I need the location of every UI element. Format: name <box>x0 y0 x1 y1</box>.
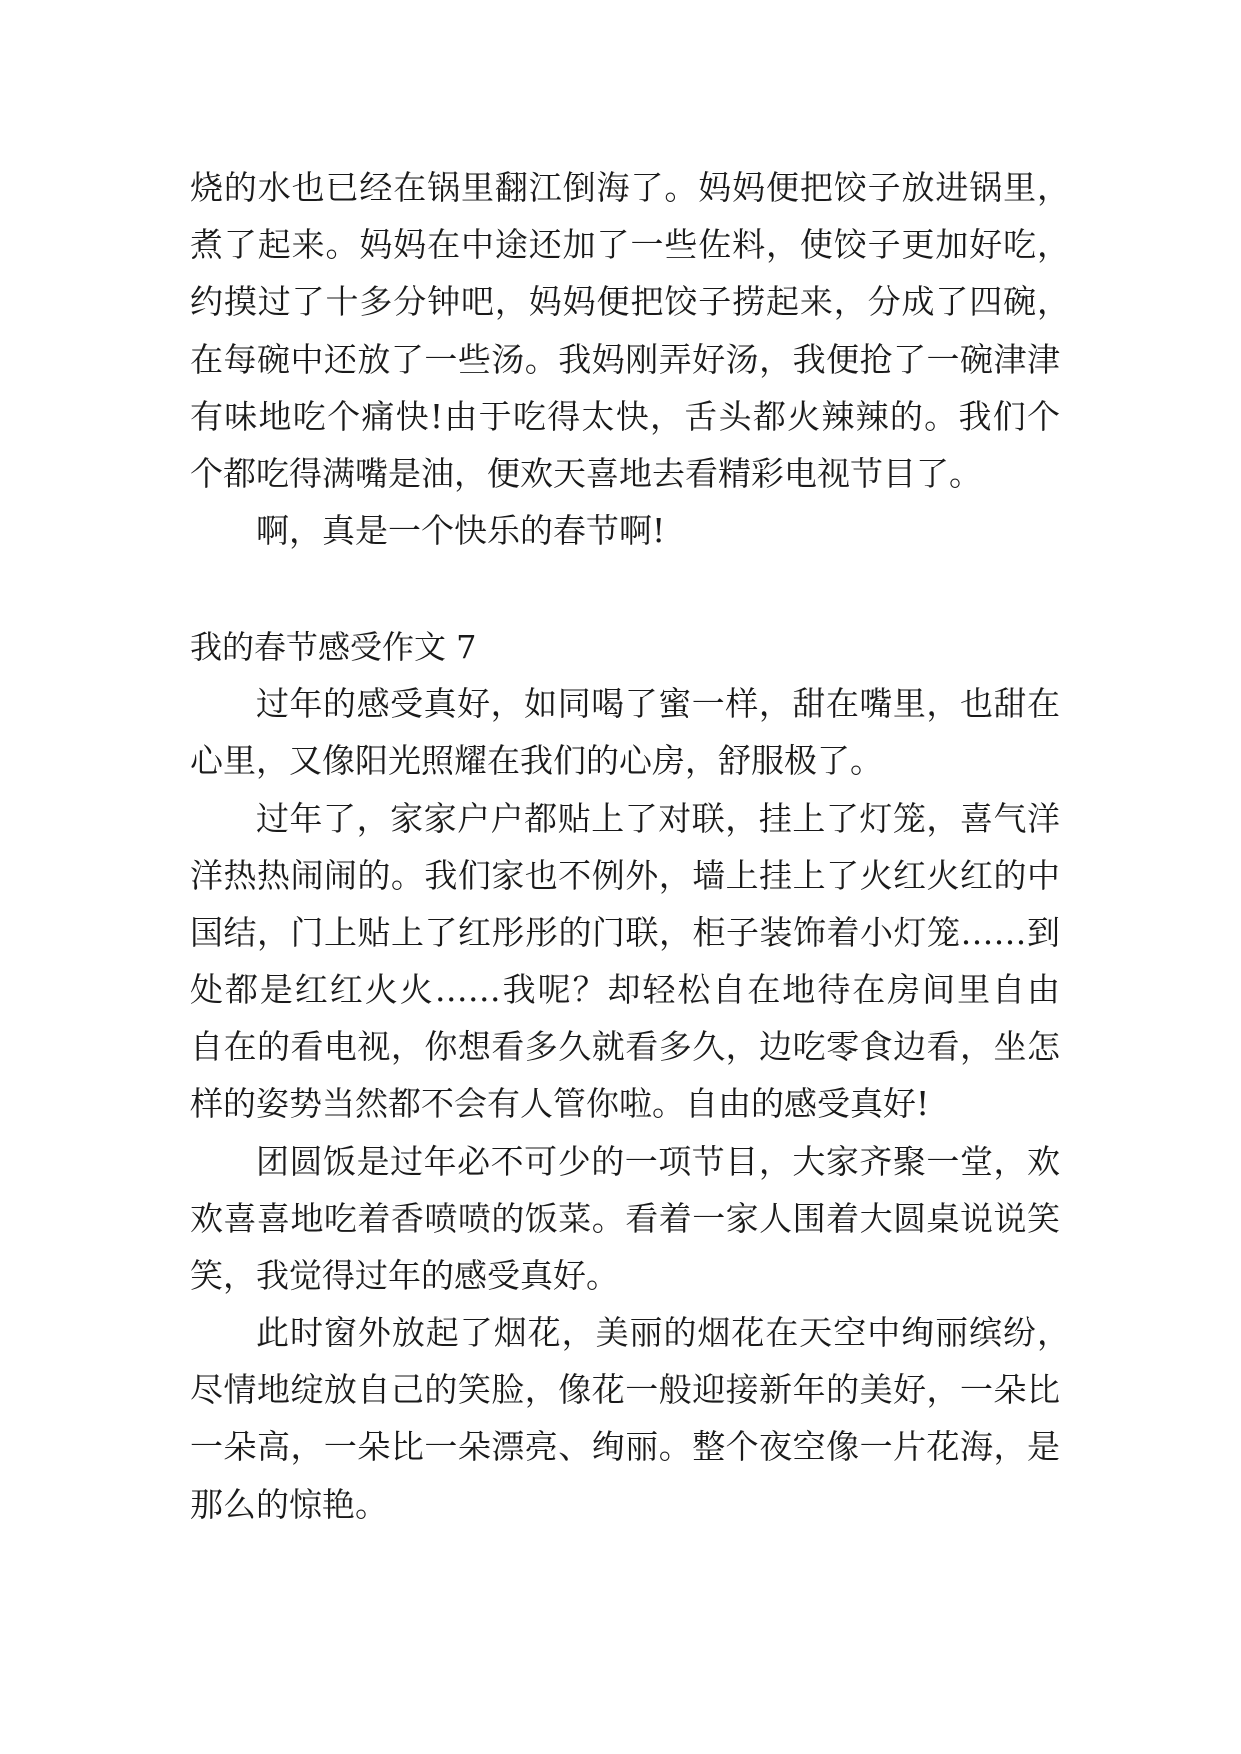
section-title: 我的春节感受作文 7 <box>190 628 477 666</box>
text-line: 心里，又像阳光照耀在我们的心房，舒服极了。 <box>190 741 883 780</box>
text-line: 自在的看电视，你想看多久就看多久，边吃零食边看，坐怎 <box>190 1027 1060 1066</box>
text-line: 洋热热闹闹的。我们家也不例外，墙上挂上了火红火红的中 <box>190 856 1060 895</box>
text-line: 处都是红红火火……我呢？却轻松自在地待在房间里自由 <box>190 970 1060 1009</box>
text-line: 一朵高，一朵比一朵漂亮、绚丽。整个夜空像一片花海，是 <box>190 1427 1060 1466</box>
text-line: 欢喜喜地吃着香喷喷的饭菜。看着一家人围着大圆桌说说笑 <box>190 1199 1060 1238</box>
text-line: 啊，真是一个快乐的春节啊! <box>256 511 666 550</box>
text-line: 约摸过了十多分钟吧，妈妈便把饺子捞起来，分成了四碗， <box>190 282 1070 321</box>
text-line: 尽情地绽放自己的笑脸，像花一般迎接新年的美好，一朵比 <box>190 1370 1060 1409</box>
text-line: 烧的水也已经在锅里翻江倒海了。妈妈便把饺子放进锅里， <box>190 168 1070 207</box>
text-line: 过年的感受真好，如同喝了蜜一样，甜在嘴里，也甜在 <box>256 684 1060 723</box>
text-line: 在每碗中还放了一些汤。我妈刚弄好汤，我便抢了一碗津津 <box>190 340 1060 379</box>
text-line: 笑，我觉得过年的感受真好。 <box>190 1256 619 1295</box>
text-line: 样的姿势当然都不会有人管你啦。自由的感受真好! <box>190 1084 930 1123</box>
text-line: 此时窗外放起了烟花，美丽的烟花在天空中绚丽缤纷， <box>256 1313 1070 1352</box>
text-line: 过年了，家家户户都贴上了对联，挂上了灯笼，喜气洋 <box>256 799 1060 838</box>
text-line: 那么的惊艳。 <box>190 1485 388 1524</box>
text-line: 煮了起来。妈妈在中途还加了一些佐料，使饺子更加好吃， <box>190 225 1070 264</box>
text-line: 国结，门上贴上了红彤彤的门联，柜子装饰着小灯笼……到 <box>190 913 1060 952</box>
text-line: 团圆饭是过年必不可少的一项节目，大家齐聚一堂，欢 <box>256 1142 1060 1181</box>
text-line: 个都吃得满嘴是油，便欢天喜地去看精彩电视节目了。 <box>190 454 982 493</box>
text-line: 有味地吃个痛快!由于吃得太快，舌头都火辣辣的。我们个 <box>190 397 1060 436</box>
